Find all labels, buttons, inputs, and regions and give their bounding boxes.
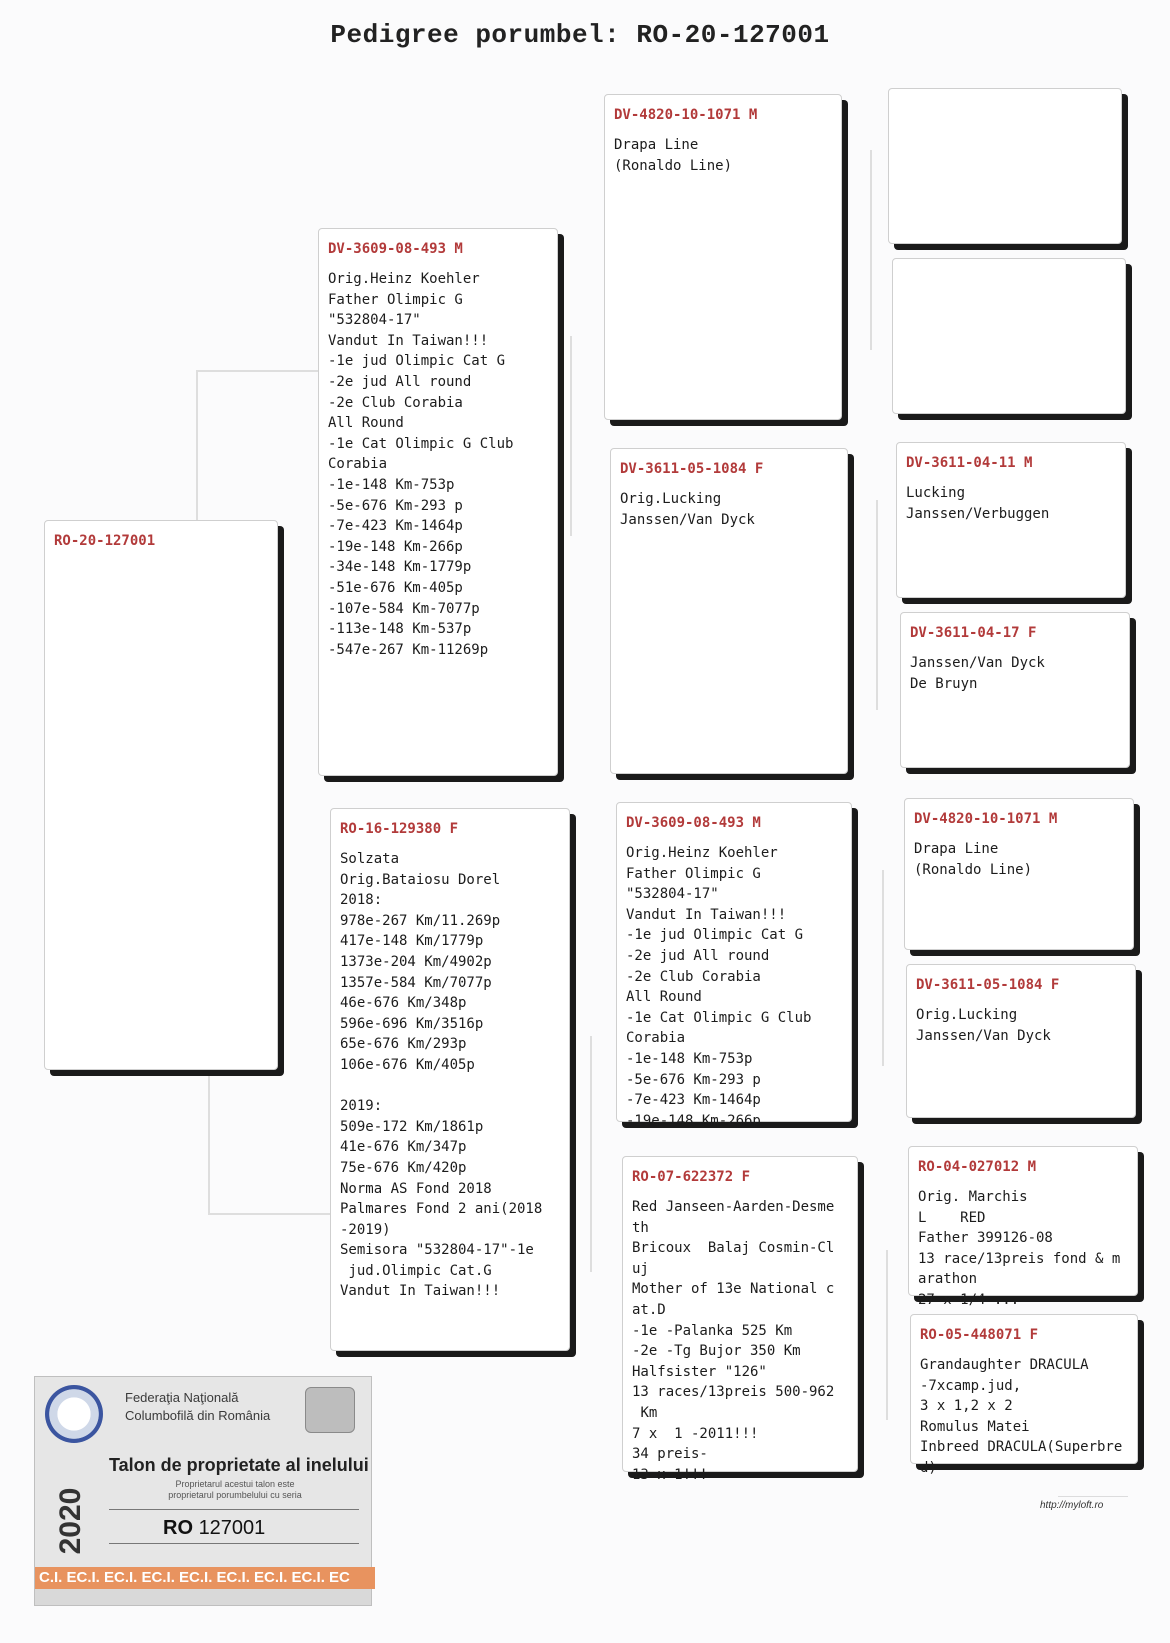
connector-line	[870, 150, 872, 350]
ring-number: DV-3611-04-11 M	[906, 455, 1033, 471]
talon-ring-number	[163, 1517, 265, 1540]
pedigree-card-dds[interactable]	[908, 1146, 1138, 1308]
website-link[interactable]: http://myloft.ro	[1040, 1500, 1104, 1511]
pedigree-card-ssd[interactable]	[892, 258, 1126, 414]
pedigree-card-sds[interactable]	[896, 442, 1126, 598]
connector-line	[196, 370, 318, 372]
connector-line	[208, 1213, 338, 1215]
ring-number: DV-4820-10-1071 M	[614, 107, 758, 123]
fci-logo-icon	[305, 1387, 355, 1433]
pedigree-card-dam-dam[interactable]	[622, 1156, 858, 1483]
connector-line	[876, 500, 878, 710]
connector-line	[882, 870, 884, 1066]
ring-number: DV-3611-05-1084 F	[916, 977, 1060, 993]
ring-number: RO-16-129380 F	[340, 821, 459, 837]
pigeon-info: Red Janseen-Aarden-Desme th Bricoux Balaj Cosmin-Cl uj Mother of 13e National c at.D -1e -Palanka 525 Km -2e -Tg Bujor 350 Km Halfsister "126" 13 races/13preis 500-962 Km 7 x 1 -2011!!! 34 preis- 13 x 1!!!	[632, 1199, 835, 1483]
talon-strip: C.I. EC.I. EC.I. EC.I. EC.I. EC.I. EC.I. EC.I. EC	[35, 1567, 375, 1589]
pedigree-card-dam-sire[interactable]	[616, 802, 852, 1129]
pigeon-info: Orig.Lucking Janssen/Van Dyck	[916, 1007, 1051, 1044]
pigeon-info: Grandaughter DRACULA -7xcamp.jud, 3 x 1,2 x 2 Romulus Matei Inbreed DRACULA(Superbre d)	[920, 1357, 1123, 1476]
ring-number: RO-05-448071 F	[920, 1327, 1039, 1343]
divider	[109, 1509, 359, 1510]
ring-number: DV-4820-10-1071 M	[914, 811, 1058, 827]
ring-number: RO-04-027012 M	[918, 1159, 1037, 1175]
pigeon-info: Orig.Lucking Janssen/Van Dyck	[620, 491, 755, 528]
divider	[109, 1543, 359, 1544]
federation-logo-icon	[45, 1385, 103, 1443]
pedigree-card-sdd[interactable]	[900, 612, 1130, 768]
talon-title: Talon de proprietate al inelului	[109, 1455, 369, 1475]
pedigree-card-sss[interactable]	[888, 88, 1122, 244]
pigeon-info: Lucking Janssen/Verbuggen	[906, 485, 1050, 522]
pigeon-info: Solzata Orig.Bataiosu Dorel 2018: 978e-267 Km/11.269p 417e-148 Km/1779p 1373e-204 Km/4902p 1357e-584 Km/7077p 46e-676 Km/348p 596e-696 Km/3516p 65e-676 Km/293p 106e-676 Km/405p 2019: 509e-172 Km/1861p 41e-676 Km/347p 75e-676 Km/420p Norma AS Fond 2018 Palmares Fond 2 ani(2018 -2019) Semisora "532804-17"-1e jud.Olimpic Cat.G Vandut In Taiwan!!!	[340, 851, 543, 1300]
ring-digits: 127001	[198, 1517, 266, 1539]
pedigree-card-dss[interactable]	[904, 798, 1134, 950]
pedigree-card-ddd[interactable]	[910, 1314, 1138, 1476]
talon-year: 2020	[54, 1487, 87, 1555]
pedigree-card-subject[interactable]	[44, 520, 278, 1070]
ring-number: DV-3611-04-17 F	[910, 625, 1037, 641]
talon-strip-pattern	[35, 1589, 371, 1605]
pigeon-info: Janssen/Van Dyck De Bruyn	[910, 655, 1045, 692]
pedigree-card-sire-dam[interactable]	[610, 448, 848, 774]
connector-line	[208, 1065, 210, 1215]
ring-number: DV-3609-08-493 M	[626, 815, 761, 831]
pedigree-card-dsd[interactable]	[906, 964, 1136, 1118]
pigeon-info: Drapa Line (Ronaldo Line)	[614, 137, 733, 174]
pedigree-card-dam[interactable]	[330, 808, 570, 1351]
pedigree-card-sire-sire[interactable]	[604, 94, 842, 420]
connector-line	[590, 1036, 592, 1272]
ring-number: RO-07-622372 F	[632, 1169, 751, 1185]
connector-line	[886, 1250, 888, 1420]
pedigree-card-sire[interactable]	[318, 228, 558, 776]
connector-line	[196, 370, 198, 520]
federation-name: Federaţia Naţională Columbofilă din România	[125, 1390, 271, 1423]
signature-icon	[1058, 1480, 1128, 1497]
connector-line	[570, 336, 572, 536]
ring-number: RO-20-127001	[54, 533, 156, 549]
pigeon-info: Drapa Line (Ronaldo Line)	[914, 841, 1033, 878]
ring-number: DV-3611-05-1084 F	[620, 461, 764, 477]
ring-prefix: RO	[163, 1517, 193, 1539]
pigeon-info: Orig.Heinz Koehler Father Olimpic G "532804-17" Vandut In Taiwan!!! -1e jud Olimpic Cat G -2e jud All round -2e Club Corabia All Round -1e Cat Olimpic G Club Corabia -1e-148 Km-753p -5e-676 Km-293 p -7e-423 Km-1464p -19e-148 Km-266p -34e-148 Km-1779p -51e-676 Km-405p -107e-584 Km-7077p -113e-148 Km-537p -547e-267 Km-11269p	[328, 271, 514, 658]
ring-ownership-talon	[34, 1376, 372, 1606]
page-title: Pedigree porumbel: RO-20-127001	[330, 20, 830, 50]
pigeon-info: Orig. Marchis L RED Father 399126-08 13 race/13preis fond & m arathon 27 x 1/4 ...	[918, 1189, 1121, 1308]
talon-subtitle: Proprietarul acestui talon este proprietarul porumbelului cu seria	[168, 1479, 302, 1500]
ring-number: DV-3609-08-493 M	[328, 241, 463, 257]
pigeon-info: Orig.Heinz Koehler Father Olimpic G "532804-17" Vandut In Taiwan!!! -1e jud Olimpic Cat G -2e jud All round -2e Club Corabia All Round -1e Cat Olimpic G Club Corabia -1e-148 Km-753p -5e-676 Km-293 p -7e-423 Km-1464p -19e-148 Km-266p	[626, 845, 812, 1129]
